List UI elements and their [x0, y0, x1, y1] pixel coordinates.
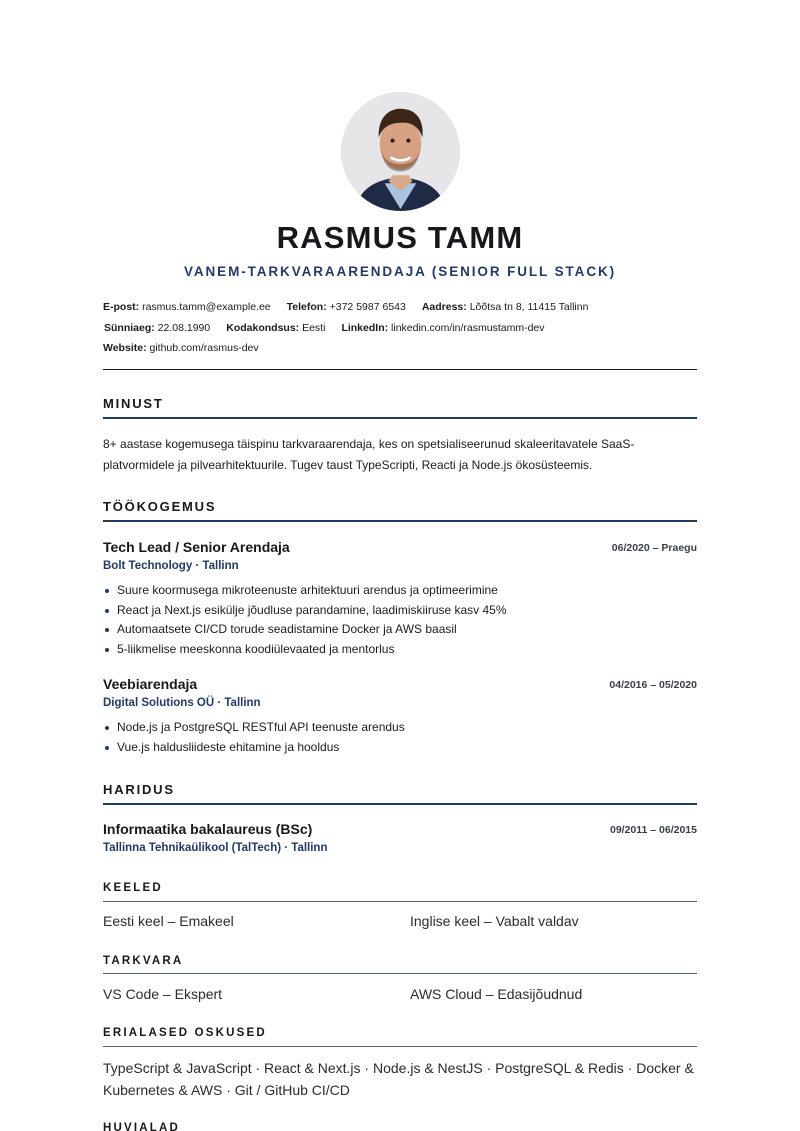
- job-dates-1: 06/2020 – Praegu: [611, 542, 697, 554]
- citizenship-value: Eesti: [302, 321, 326, 334]
- section-heading-education: HARIDUS: [103, 782, 175, 797]
- section-divider: [103, 1046, 697, 1047]
- section-heading-software: TARKVARA: [103, 955, 184, 967]
- skills-text: TypeScript & JavaScript · React & Next.js · Node.js & NestJS · PostgreSQL & Redis · Docker & Kubernetes & AWS · Git / GitHub CI/CD: [103, 1060, 694, 1098]
- phone-item: Telefon: +372 5987 6543: [286, 301, 406, 313]
- language-item: Inglise keel – Vabalt valdav: [410, 913, 579, 929]
- job-dates-2: 04/2016 – 05/2020: [609, 679, 697, 691]
- phone-value[interactable]: +372 5987 6543: [329, 301, 406, 313]
- candidate-name: RASMUS TAMM: [276, 220, 524, 255]
- school-name: Tallinna Tehnikaülikool (TalTech) · Tallinn: [103, 842, 328, 854]
- section-divider: [103, 417, 697, 419]
- linkedin-item: LinkedIn: linkedin.com/in/rasmustamm-dev: [341, 321, 545, 334]
- citizenship-item: Kodakondsus: Eesti: [226, 321, 326, 334]
- section-divider: [103, 901, 697, 902]
- birthdate-value: 22.08.1990: [157, 321, 211, 334]
- job-company-1: Bolt Technology · Tallinn: [103, 560, 239, 572]
- list-item: Suure koormusega mikroteenuste arhitektuuri arendus ja optimeerimine: [103, 581, 697, 601]
- degree-title: Informaatika bakalaureus (BSc): [103, 821, 313, 837]
- address-item: Aadress: Lõõtsa tn 8, 11415 Tallinn: [421, 301, 589, 313]
- section-divider: [103, 803, 697, 805]
- list-item: 5-liikmelise meeskonna koodiülevaated ja mentorlus: [103, 640, 697, 660]
- job-bullets-1: [103, 581, 697, 659]
- list-item: Node.js ja PostgreSQL RESTful API teenuste arendus: [103, 718, 697, 738]
- linkedin-link[interactable]: linkedin.com/in/rasmustamm-dev: [391, 321, 545, 334]
- job-title-1: Tech Lead / Senior Arendaja: [103, 539, 290, 555]
- section-heading-experience: TÖÖKOGEMUS: [103, 499, 217, 514]
- job-company-2: Digital Solutions OÜ · Tallinn: [103, 697, 261, 709]
- software-item: VS Code – Ekspert: [103, 986, 223, 1002]
- email-item: E-post: rasmus.tamm@example.ee: [103, 301, 271, 313]
- list-item: Vue.js haldusliideste ehitamine ja hooldus: [103, 738, 697, 758]
- about-text: 8+ aastase kogemusega täispinu tarkvaraarendaja, kes on spetsialiseerunud skaleeritavatele SaaS-platvormidele ja pilvearhitektuurile. Tugev taust TypeScripti, Reacti ja Node.js ökosüsteemis.: [103, 437, 635, 472]
- section-heading-skills: ERIALASED OSKUSED: [103, 1027, 267, 1039]
- header-divider: [103, 369, 697, 370]
- contact-info: [103, 297, 697, 359]
- section-divider: [103, 973, 697, 974]
- person-photo-icon: [341, 92, 460, 211]
- software-item: AWS Cloud – Edasijõudnud: [410, 986, 583, 1002]
- website-link[interactable]: github.com/rasmus-dev: [149, 342, 259, 354]
- section-heading-languages: KEELED: [103, 882, 163, 894]
- email-value[interactable]: rasmus.tamm@example.ee: [142, 301, 271, 313]
- job-bullets-2: [103, 718, 697, 757]
- job-title: VANEM-TARKVARAARENDAJA (SENIOR FULL STACK): [183, 264, 617, 279]
- list-item: Automaatsete CI/CD torude seadistamine Docker ja AWS baasil: [103, 620, 697, 640]
- education-dates: 09/2011 – 06/2015: [609, 824, 697, 836]
- job-title-2: Veebiarendaja: [103, 676, 198, 692]
- section-heading-hobbies: HUVIALAD: [103, 1122, 181, 1131]
- website-item: Website: github.com/rasmus-dev: [103, 342, 259, 354]
- birthdate-item: Sünniaeg: 22.08.1990: [104, 321, 211, 334]
- language-item: Eesti keel – Emakeel: [103, 913, 234, 929]
- section-heading-about: MINUST: [103, 396, 164, 411]
- address-value: Lõõtsa tn 8, 11415 Tallinn: [469, 301, 589, 313]
- list-item: React ja Next.js esikülje jõudluse parandamine, laadimiskiiruse kasv 45%: [103, 601, 697, 621]
- section-divider: [103, 520, 697, 522]
- profile-photo: [341, 92, 460, 211]
